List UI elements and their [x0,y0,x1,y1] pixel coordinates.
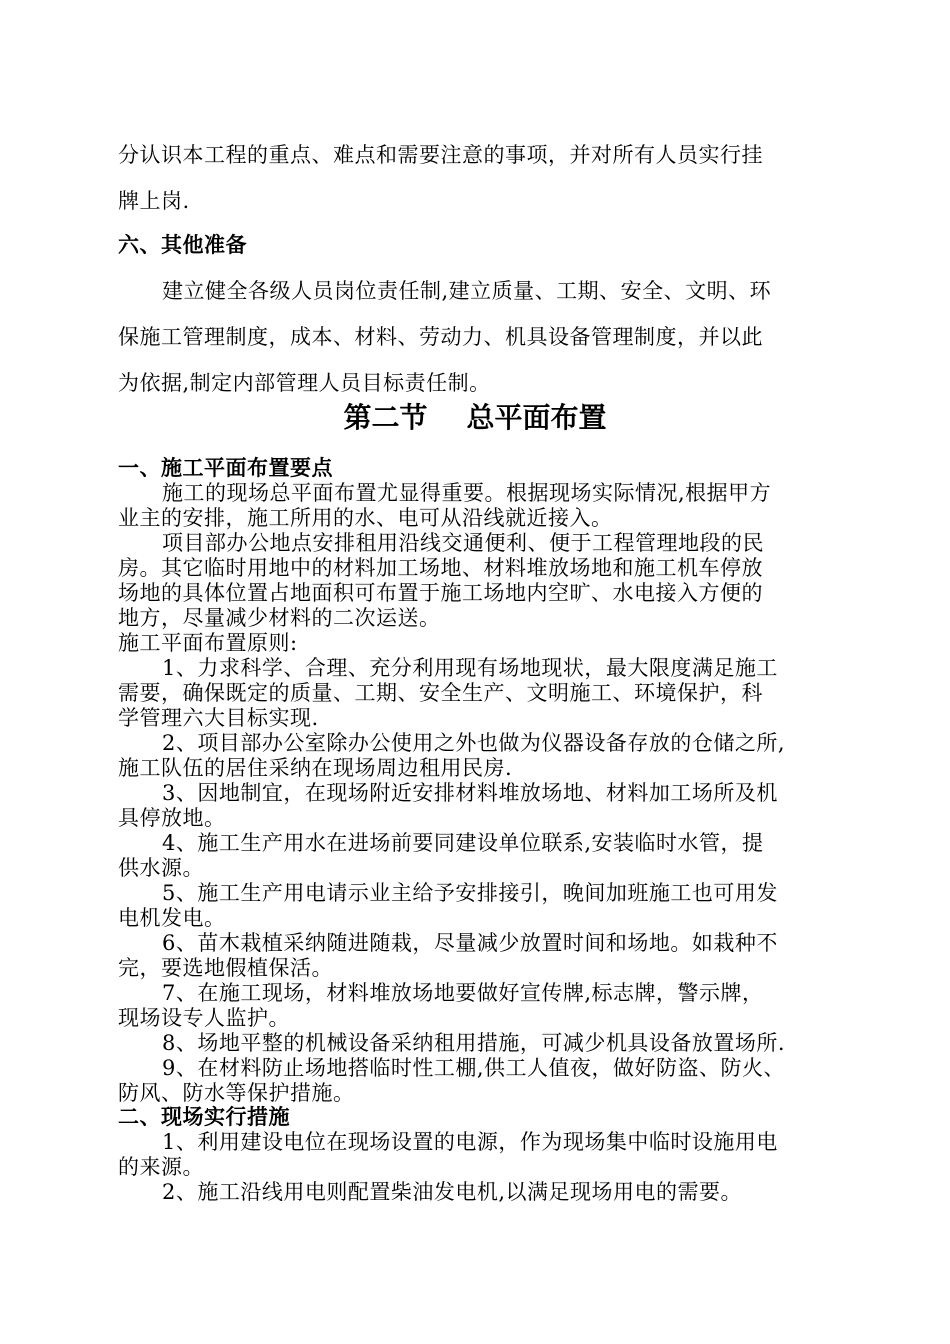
principle-line: 施工队伍的居住采纳在现场周边租用民房. [118,756,513,780]
section-title: 第二节 总平面布置 [343,401,607,434]
principle-line: 4、施工生产用水在进场前要同建设单位联系,安装临时水管，提 [162,831,764,855]
principle-line: 7、在施工现场，材料堆放场地要做好宣传牌,标志牌，警示牌， [162,981,764,1005]
principle-line: 5、施工生产用电请示业主给予安排接引，晚间加班施工也可用发 [162,881,778,905]
intro-line: 房。其它临时用地中的材料加工场地、材料堆放场地和施工机车停放 [118,556,763,580]
principle-line: 供水源。 [118,856,204,880]
intro-line: 业主的安排，施工所用的水、电可从沿线就近接入。 [118,506,613,530]
principle-line: 完，要选地假植保活。 [118,956,333,980]
heading-site-measures: 二、现场实行措施 [118,1105,290,1129]
principle-line: 电机发电。 [118,906,226,930]
principle-line: 需要，确保既定的质量、工期、安全生产、文明施工、环境保护，科 [118,681,763,705]
measure-line: 1、利用建设电位在现场设置的电源，作为现场集中临时设施用电 [162,1130,778,1154]
principle-line: 1、力求科学、合理、充分利用现有场地现状，最大限度满足施工 [162,656,778,680]
principle-line: 具停放地。 [118,806,226,830]
continuation-line: 牌上岗. [118,189,190,213]
continuation-line: 分认识本工程的重点、难点和需要注意的事项，并对所有人员实行挂 [118,143,763,167]
paragraph-line: 保施工管理制度，成本、材料、劳动力、机具设备管理制度，并以此 [118,325,763,349]
principle-line: 现场设专人监护。 [118,1006,290,1030]
principle-line: 3、因地制宜，在现场附近安排材料堆放场地、材料加工场所及机 [162,781,778,805]
paragraph-line: 为依据,制定内部管理人员目标责任制。 [118,371,491,395]
measure-line: 2、施工沿线用电则配置柴油发电机,以满足现场用电的需要。 [162,1180,743,1204]
intro-line: 项目部办公地点安排租用沿线交通便利、便于工程管理地段的民 [162,531,764,555]
measure-line: 的来源。 [118,1155,204,1179]
paragraph-line: 建立健全各级人员岗位责任制,建立质量、工期、安全、文明、环 [162,279,772,303]
principle-line: 学管理六大目标实现. [118,706,319,730]
intro-line: 施工的现场总平面布置尤显得重要。根据现场实际情况,根据甲方 [162,481,772,505]
principle-line: 8、场地平整的机械设备采纳租用措施，可减少机具设备放置场所. [162,1031,786,1055]
principle-line: 6、苗木栽植采纳随进随栽，尽量减少放置时间和场地。如栽种不 [162,931,778,955]
principle-line: 9、在材料防止场地搭临时性工棚,供工人值夜，做好防盗、防火、 [162,1056,786,1080]
intro-line: 场地的具体位置占地面积可布置于施工场地内空旷、水电接入方便的 [118,581,763,605]
intro-line: 地方，尽量减少材料的二次运送。 [118,606,441,630]
intro-line: 施工平面布置原则: [118,631,298,655]
heading-other-preparation: 六、其他准备 [118,233,247,257]
principle-line: 防风、防水等保护措施。 [118,1081,355,1105]
heading-layout-points: 一、施工平面布置要点 [118,456,333,480]
principle-line: 2、项目部办公室除办公使用之外也做为仪器设备存放的仓储之所, [162,731,786,755]
